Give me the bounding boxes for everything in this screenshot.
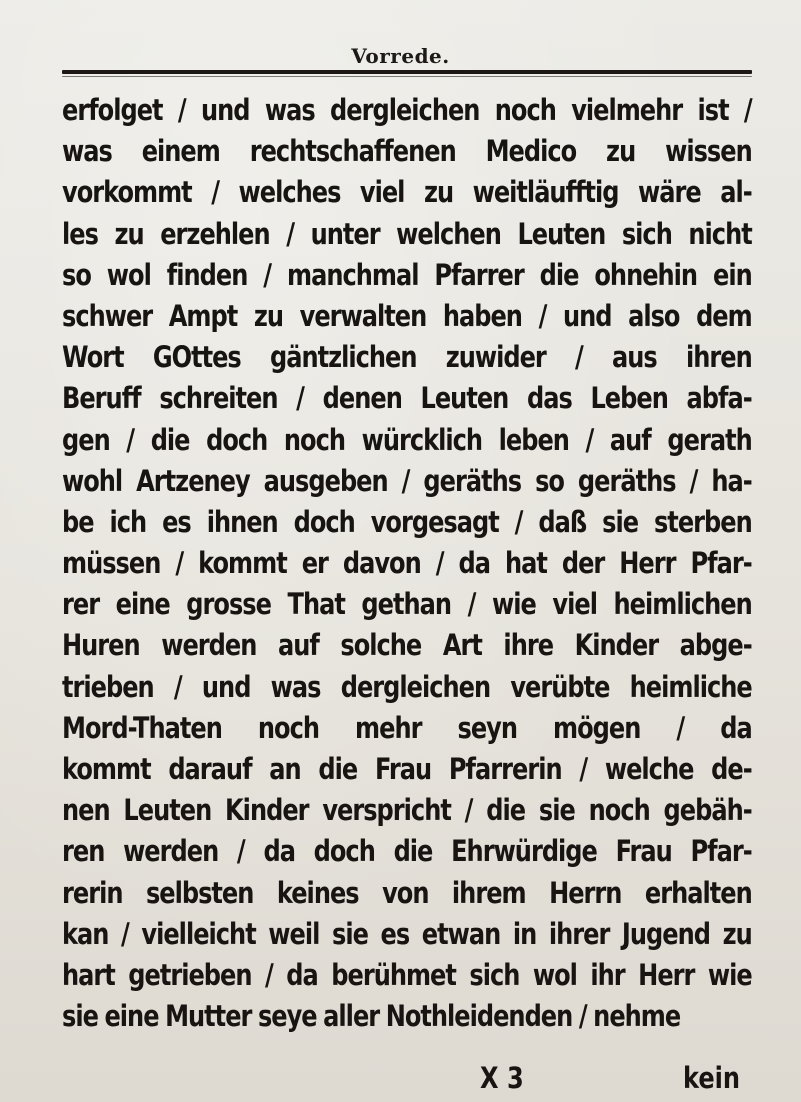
text-line-22: hart getrieben / da berühmet sich wol ihr Herr wie <box>62 957 752 992</box>
text-line-2: was einem rechtschaffenen Medico zu wissen <box>62 134 752 169</box>
text-line-6: schwer Ampt zu verwalten haben / und also dem <box>62 298 752 333</box>
body-text <box>62 90 752 1037</box>
text-line-8: Beruff schreiten / denen Leuten das Leben abfa- <box>62 381 752 416</box>
header-rule-thin <box>62 76 752 77</box>
text-line-20: rerin selbsten keines von ihrem Herrn erhalten <box>62 875 752 910</box>
text-line-14: Huren werden auf solche Art ihre Kinder abge- <box>62 628 752 663</box>
text-line-7: Wort GOttes gäntzlichen zuwider / aus ihren <box>62 340 752 375</box>
text-line-11: be ich es ihnen doch vorgesagt / daß sie sterben <box>62 504 752 539</box>
signature-mark: X 3 <box>480 1061 524 1095</box>
text-line-21: kan / vielleicht weil sie es etwan in ihrer Jugend zu <box>62 916 752 951</box>
text-line-10: wohl Artzeney ausgeben / geräths so geräths / ha- <box>62 463 752 498</box>
text-line-3: vorkommt / welches viel zu weitläufftig wäre al- <box>62 175 752 210</box>
text-line-9: gen / die doch noch würcklich leben / auf gerath <box>62 422 752 457</box>
text-line-12: müssen / kommt er davon / da hat der Herr Pfar- <box>62 546 752 581</box>
text-line-23: sie eine Mutter seye aller Nothleidenden / nehme <box>62 999 681 1034</box>
text-line-17: kommt darauf an die Frau Pfarrerin / welche de- <box>62 752 752 786</box>
header-rule <box>62 70 752 74</box>
text-line-5: so wol finden / manchmal Pfarrer die ohnehin ein <box>62 257 752 292</box>
text-line-19: ren werden / da doch die Ehrwürdige Frau Pfar- <box>62 834 752 869</box>
text-line-16: Mord-Thaten noch mehr seyn mögen / da <box>62 710 752 745</box>
running-head: Vorrede. <box>351 44 450 68</box>
text-line-4: les zu erzehlen / unter welchen Leuten sich nicht <box>62 216 752 251</box>
text-line-13: rer eine grosse That gethan / wie viel heimlichen <box>62 587 752 622</box>
text-line-1: erfolget / und was dergleichen noch vielmehr ist / <box>62 93 752 127</box>
text-line-18: nen Leuten Kinder verspricht / die sie noch gebäh- <box>62 793 752 828</box>
page-footer <box>0 1058 801 1098</box>
catchword: kein <box>683 1061 741 1095</box>
text-line-15: trieben / und was dergleichen verübte heimliche <box>62 669 752 704</box>
